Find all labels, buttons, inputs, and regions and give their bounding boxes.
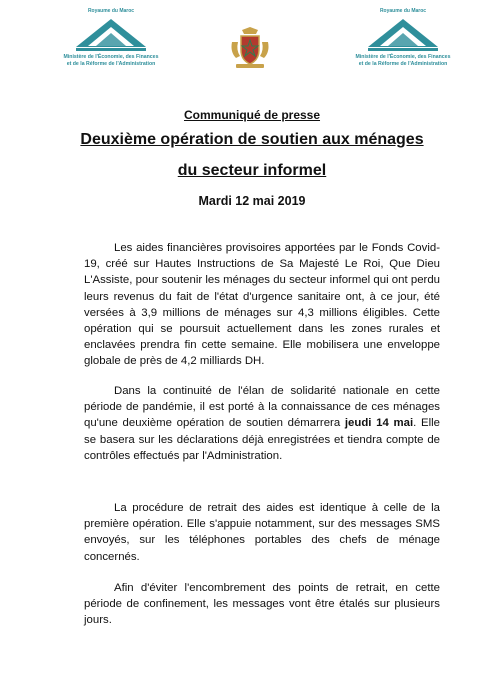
paragraph-4 — [84, 580, 440, 629]
coat-of-arms-icon — [228, 26, 272, 70]
paragraph-1-text: Les aides financières provisoires apportées par le Fonds Covid-19, créé sur Hautes Instructions de Sa Majesté Le Roi, Que Dieu L'Assiste, pour soutenir les ménages du secteur informel qui ont perdu leurs revenus du fait de l'état d'urgence sanitaire ont, à ce jour, été versées à 3,9 millions de ménages sur 4,3 millions éligibles. Cette opération qui se poursuit actuellement dans les zones rurales et enclavées prendra fin cette semaine. Elle mobilisera une enveloppe globale de près de 4,2 milliards DH. — [84, 242, 440, 368]
kingdom-label: Royaume du Maroc — [379, 8, 427, 14]
ministry-logo-right — [328, 8, 478, 78]
document-date: Mardi 12 mai 2019 — [198, 194, 306, 208]
document-title-line1: Deuxième opération de soutien aux ménages — [80, 131, 424, 148]
ministry-emblem-icon — [74, 17, 148, 53]
press-release-label: Communiqué de presse — [183, 108, 321, 122]
ministry-name-line1: Ministère de l'Économie, des Finances — [355, 54, 451, 60]
paragraph-2-text-end: . Elle se basera sur les déclarations déjà enregistrées et tiendra compte de contrôles effectués par l'Administration. — [84, 417, 440, 462]
paragraph-3-text: La procédure de retrait des aides est identique à celle de la première opération. Elle s'appuie notamment, sur des messages SMS envoyés, sur les téléphones portables des chefs de ménage concernés. — [84, 502, 440, 563]
paragraph-2 — [84, 383, 440, 464]
ministry-emblem-icon — [366, 17, 440, 53]
ministry-name-line2: et de la Réforme de l'Administration — [66, 61, 156, 68]
document-title-line2: du secteur informel — [177, 162, 327, 179]
paragraph-2-text-start: Dans la continuité de l'élan de solidarité nationale en cette période de pandémie, il est porté à la connaissance de ces ménages qu'une deuxième opération de soutien démarrera — [84, 385, 440, 430]
ministry-logo-left — [36, 8, 186, 78]
ministry-name-line2: et de la Réforme de l'Administration — [358, 61, 448, 68]
paragraph-3 — [84, 500, 440, 565]
ministry-name-line1: Ministère de l'Économie, des Finances — [63, 54, 159, 60]
paragraph-1 — [84, 240, 440, 370]
paragraph-4-text: Afin d'éviter l'encombrement des points de retrait, en cette période de confinement, les messages vont être étalés sur plusieurs jours. — [84, 582, 440, 627]
start-date-highlight: jeudi 14 mai — [344, 417, 414, 430]
kingdom-label: Royaume du Maroc — [87, 8, 135, 14]
